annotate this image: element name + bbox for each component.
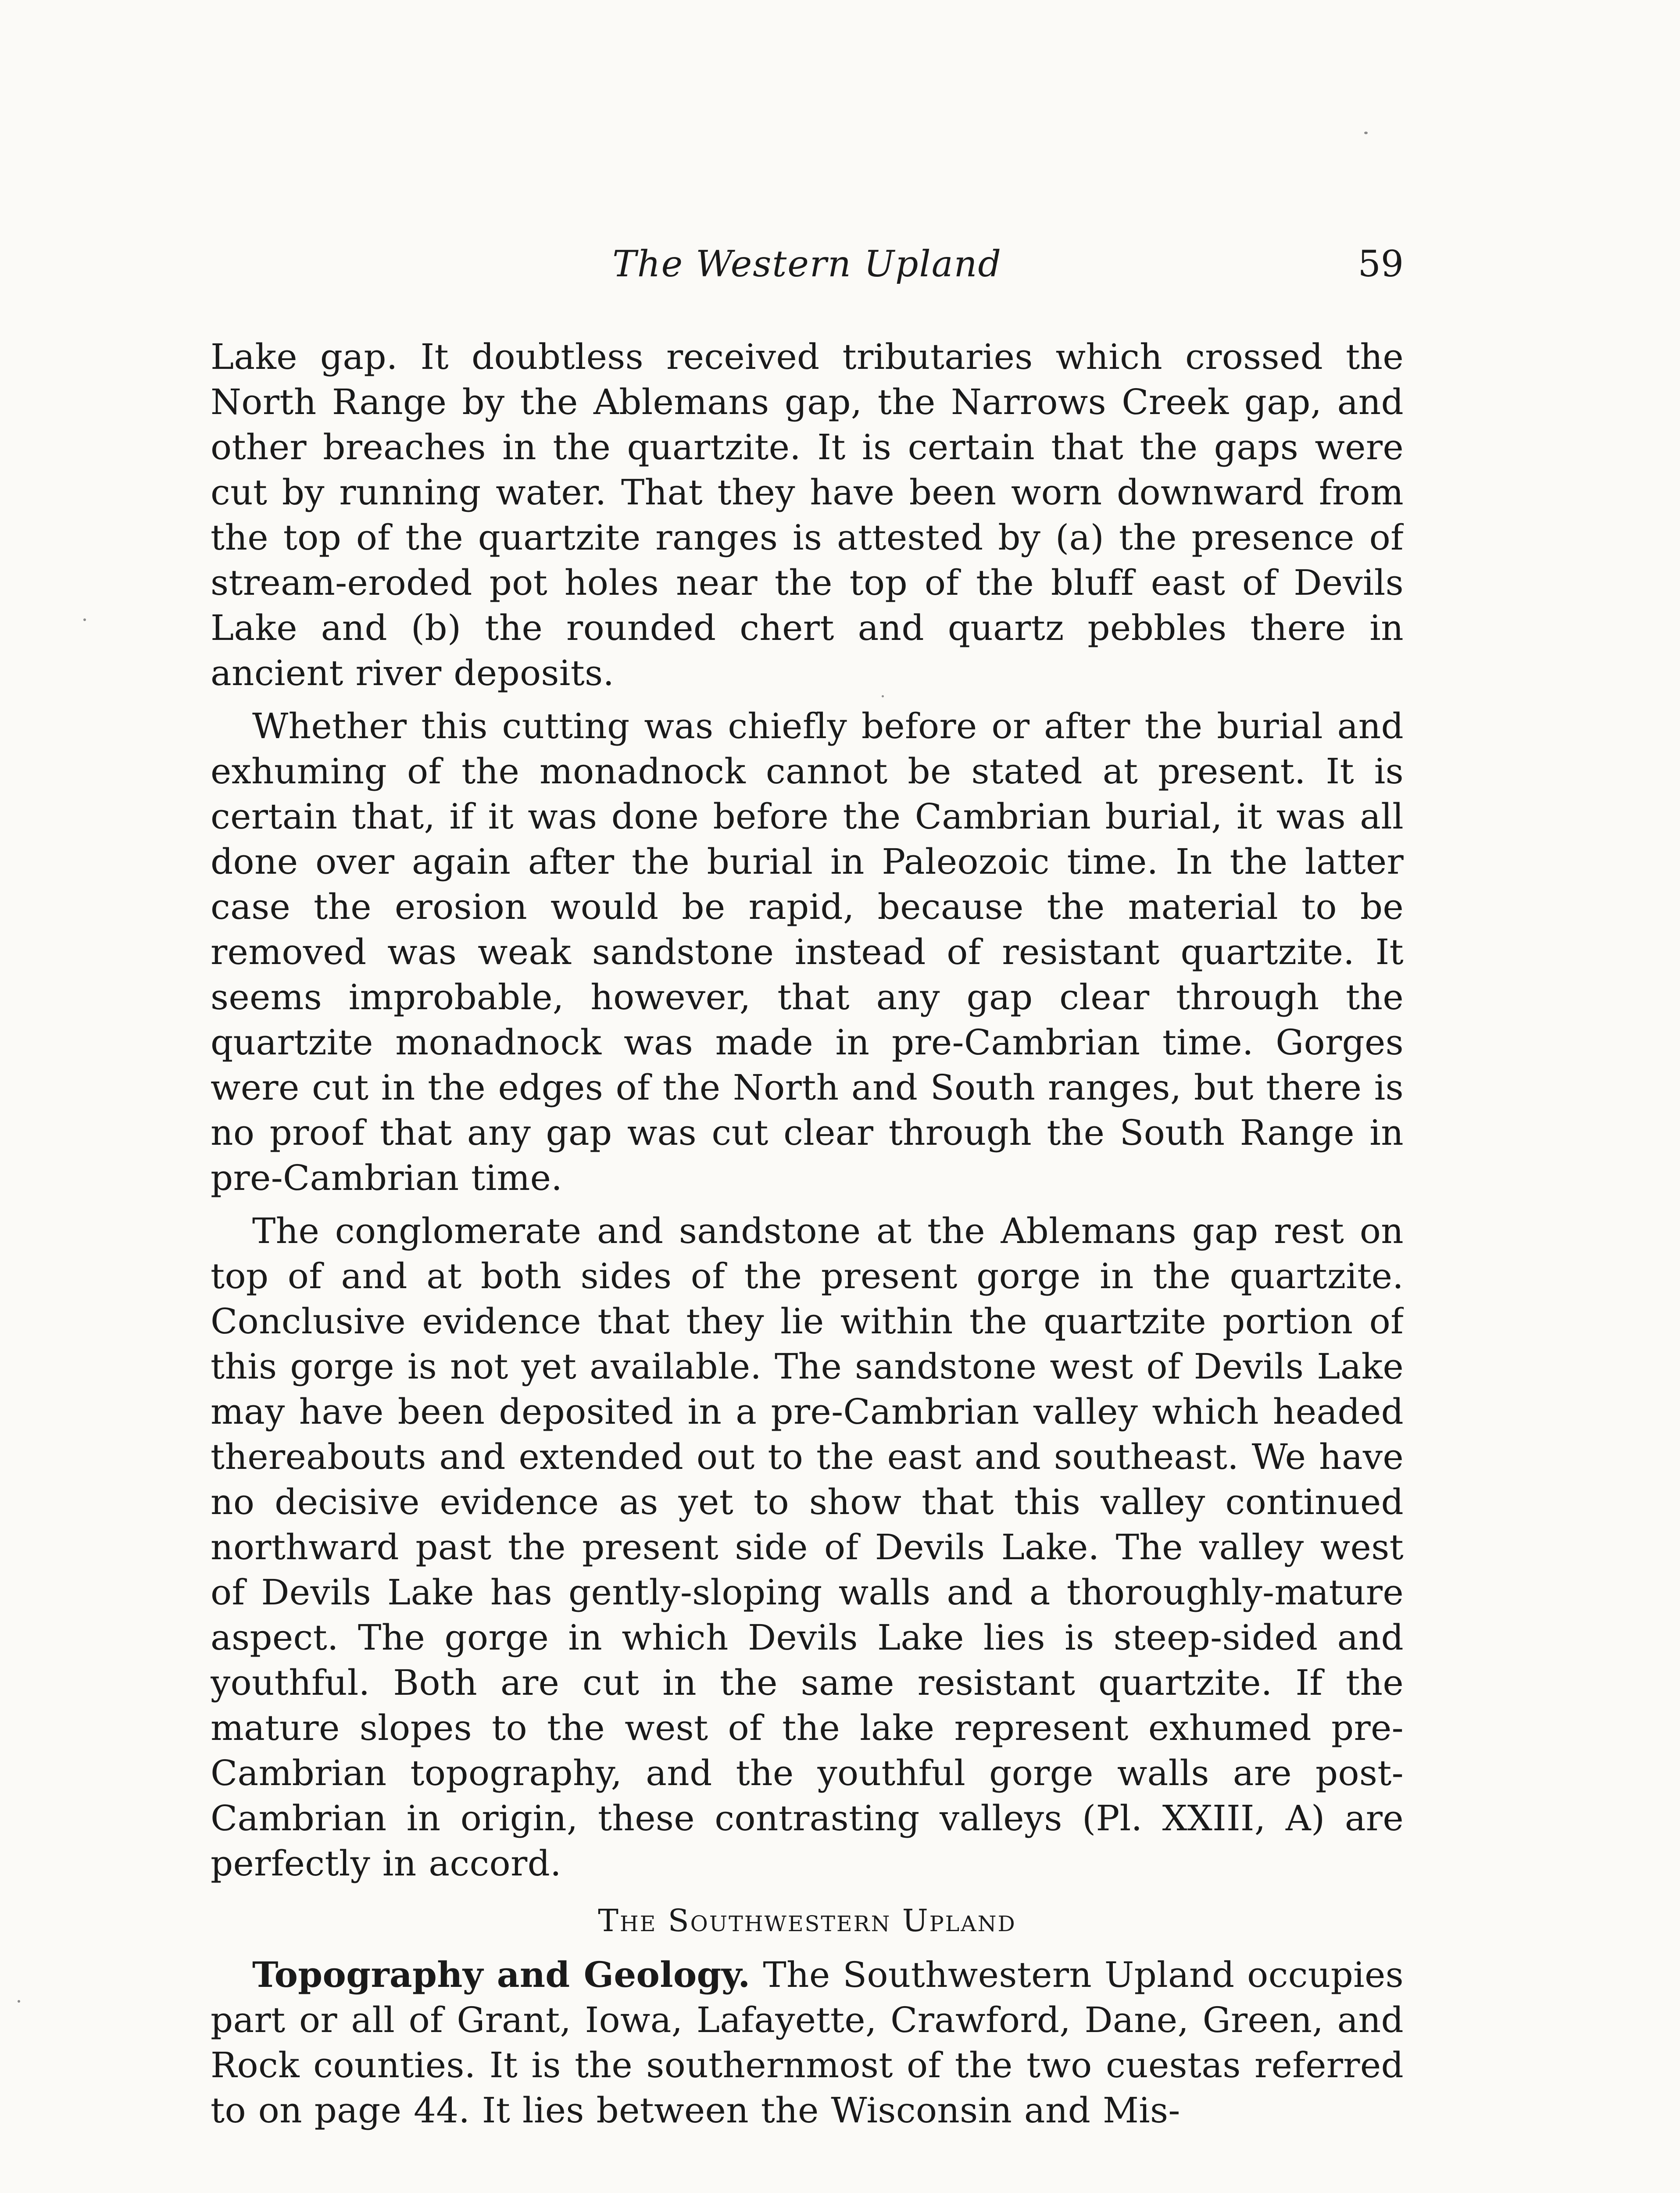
paragraph-topography-text: The Southwestern Upland occupies part or all of Grant, Iowa, Lafayette, Crawford, Dane, Green, and Rock counties. It is the southernmost of the two cuestas referred to on page 44. It lies between the Wisconsin and Mis- (211, 1954, 1404, 2131)
scan-speck (83, 618, 86, 621)
section-heading: The Southwestern Upland (598, 1903, 1016, 1939)
paragraph-continuation: Lake gap. It doubtless received tributaries which crossed the North Range by the Ablemans gap, the Narrows Creek gap, and other breaches in the quartzite. It is certain that the gaps were cut by running water. That they have been worn downward from the top of the quartzite ranges is attested by (a) the presence of stream-eroded pot holes near the top of the bluff east of Devils Lake and (b) the rounded chert and quartz pebbles there in ancient river deposits. (211, 336, 1404, 693)
scan-speck (18, 2000, 20, 2003)
paragraph-ablemans-gap: The conglomerate and sandstone at the Ablemans gap rest on top of and at both sides of the present gorge in the quartzite. Conclusive evidence that they lie within the quartzite portion of this gorge is not yet available. The sandstone west of Devils Lake may have been deposited in a pre-Cambrian valley which headed thereabouts and extended out to the east and southeast. We have no decisive evidence as yet to show that this valley continued northward past the present side of Devils Lake. The valley west of Devils Lake has gently-sloping walls and a thoroughly-mature aspect. The gorge in which Devils Lake lies is steep-sided and youthful. Both are cut in the same resistant quartzite. If the mature slopes to the west of the lake represent exhumed pre-Cambrian topography, and the youthful gorge walls are post-Cambrian in origin, these contrasting valleys (Pl. XXIII, A) are perfectly in accord. (211, 1211, 1404, 1884)
running-title: The Western Upland (612, 243, 1002, 285)
paragraph-topography (211, 1952, 1404, 2133)
scan-speck (882, 695, 884, 697)
scan-speck (1364, 132, 1368, 134)
paragraph-burial-exhuming: Whether this cutting was chiefly before or after the burial and exhuming of the monadnock cannot be stated at present. It is certain that, if it was done before the Cambrian burial, it was all done over again after the burial in Paleozoic time. In the latter case the erosion would be rapid, because the material to be removed was weak sandstone instead of resistant quartzite. It seems improbable, however, that any gap clear through the quartzite monadnock was made in pre-Cambrian time. Gorges were cut in the edges of the North and South ranges, but there is no proof that any gap was cut clear through the South Range in pre-Cambrian time. (211, 706, 1404, 1198)
run-in-heading: Topography and Geology. (252, 1954, 751, 1995)
page-number: 59 (1358, 243, 1404, 285)
running-head (211, 240, 1404, 289)
body-text (211, 334, 1404, 2176)
